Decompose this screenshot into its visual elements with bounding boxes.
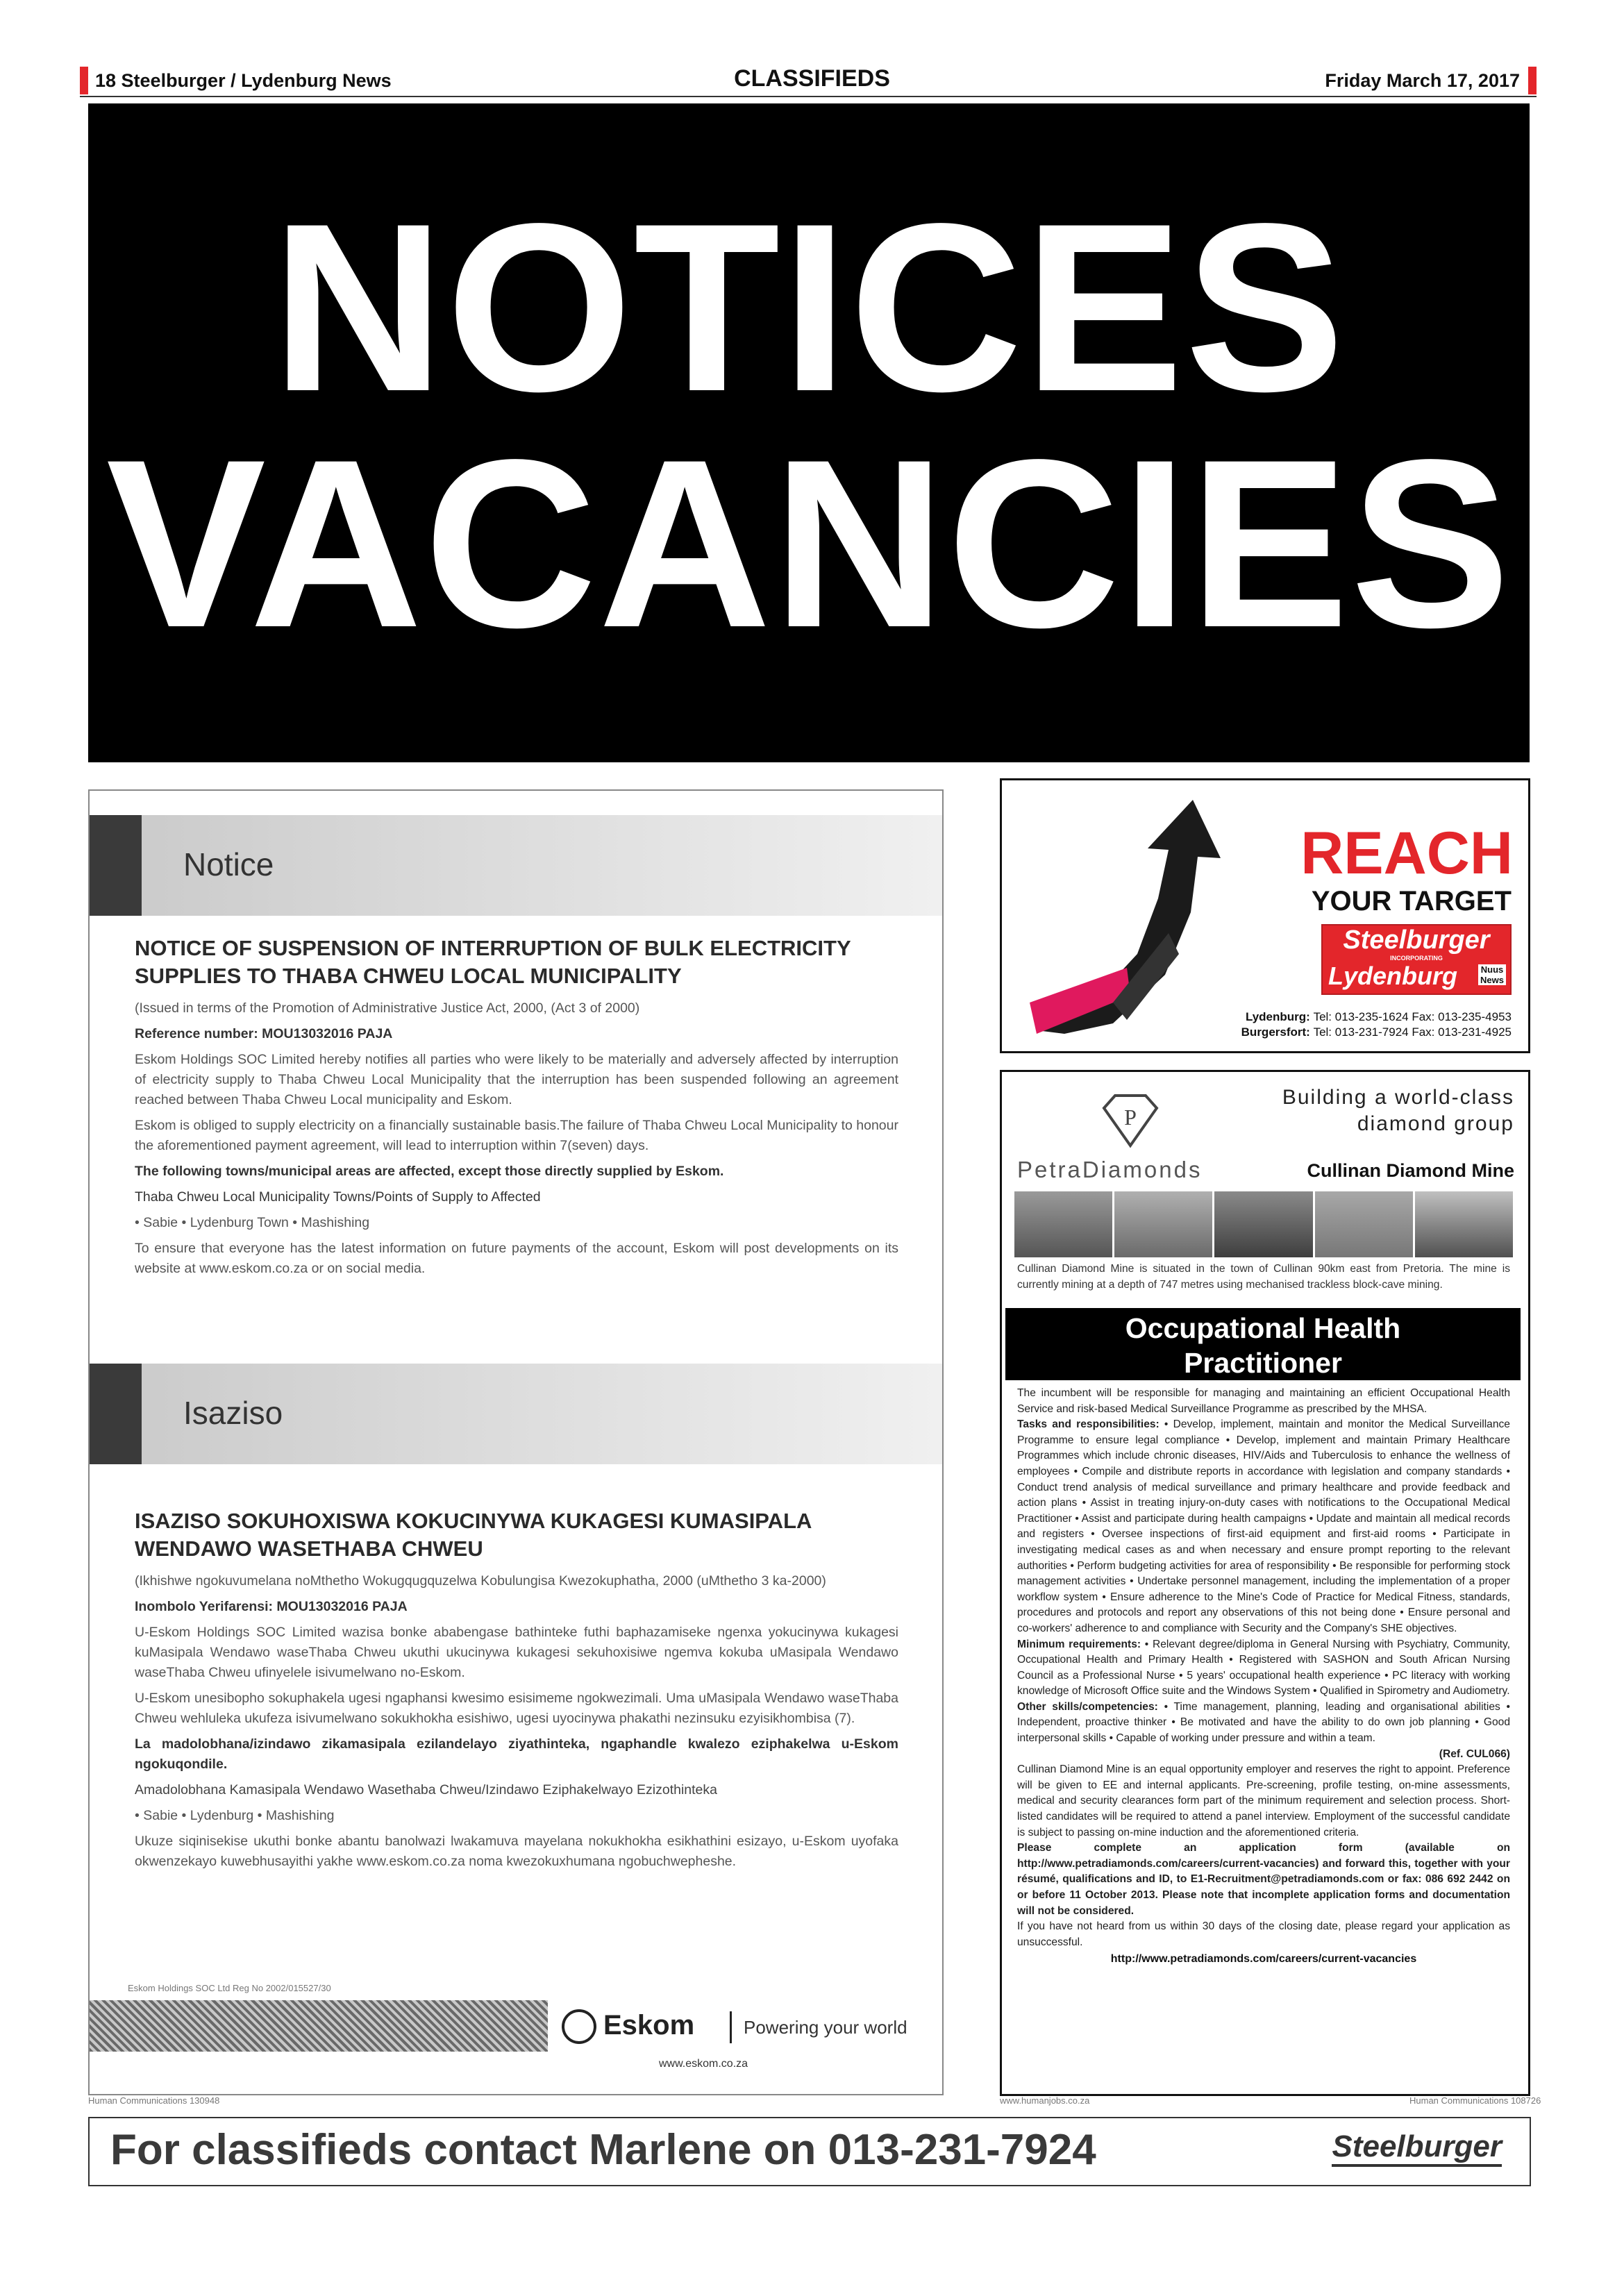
lydenburg-contact: Tel: 013-235-1624 Fax: 013-235-4953 [1313,1010,1512,1023]
eskom-website: www.eskom.co.za [659,2058,748,2070]
logo-nuus: Nuus [1480,964,1504,975]
job-incumbent: The incumbent will be responsible for managing and maintaining an efficient Occupational Health Service and risk-based Medical Surveillance Programme as prescribed by the MHSA. [1017,1387,1510,1415]
banner-line-notices: NOTICES [271,174,1346,442]
isaziso-affected: La madolobhana/izindawo zikamasipala ezilandelayo ziyathinteka, ngaphandle kwalezo eziphakelwa u-Eskom ngokuqondile. [135,1736,898,1772]
eskom-divider [730,2011,732,2043]
page-number-publication: 18 Steelburger / Lydenburg News [95,70,392,91]
mine-photo [1315,1191,1413,1257]
isaziso-towns: • Sabie • Lydenburg • Mashishing [135,1808,335,1823]
logo-incorporating: INCORPORATING [1390,955,1443,962]
job-title-band [1005,1308,1521,1380]
logo-news: News [1480,975,1504,985]
isaziso-band-tab [90,1364,142,1464]
notice-band [90,815,942,916]
issue-date: Friday March 17, 2017 [1325,70,1520,91]
job-reference: (Ref. CUL066) [1439,1748,1510,1760]
notice-towns: • Sabie • Lydenburg Town • Mashishing [135,1215,370,1230]
mine-photo [1114,1191,1212,1257]
notice-towns-heading: Thaba Chweu Local Municipality Towns/Points of Supply to Affected [135,1189,541,1205]
job-description [1017,1386,1510,1977]
petra-tagline: Building a world-class diamond group [1282,1086,1514,1135]
notice-paragraph: Eskom is obliged to supply electricity on a financially sustainable basis.The failure of Thaba Chweu Local Municipality to honour the aforementioned payment agreement, will lead to interruption within 7(seven) days. [135,1118,898,1153]
logo-steelburger: Steelburger [1343,925,1490,955]
petra-company-name: PetraDiamonds [1017,1157,1203,1182]
eskom-notice-ad [88,789,944,2095]
isaziso-paragraph: Ukuze siqinisekise ukuthi bonke abantu banolwazi lwakamuva mayelana nokukhokha esikhathini esizayo, u-Eskom uyofaka okwenzekayo kuwebhusayithi yakhe www.eskom.co.za noma kwezokuxhumana ngobuchwepheshe. [135,1834,898,1869]
isaziso-paragraph: U-Eskom unesibopho sokuphakela ugesi ngaphansi kwesimo esisimeme ngokwezimali. Uma uMasipala Wendawo waseThaba Chweu wehluleka ukufeza isivumelwano sokukhokha esishiwo, ugesi uyocinywa phakathi nezinsuku ezyisikhombisa (7). [135,1691,898,1726]
isaziso-towns-heading: Amadolobhana Kamasipala Wendawo Wasethaba Chweu/Izindawo Eziphakelwayo Ezizothinteka [135,1782,717,1798]
steelburger-lydenburg-logo [1321,924,1512,995]
cullinan-mine-title: Cullinan Diamond Mine [1307,1160,1514,1181]
other-skills-label: Other skills/competencies: [1017,1700,1158,1713]
isaziso-band [90,1364,942,1464]
classifieds-footer [88,2117,1531,2186]
mine-photo [1014,1191,1112,1257]
tasks-text: • Develop, implement, maintain and monitor the Medical Surveillance Programme to ensure legal compliance • Develop, implement and maintain Primary Healthcare Programmes which include chronic diseases, HIV/Aids and Tuberculosis to enhance the wellness of employees • Compile and distribute reports in accordance with legislation and company standards • Conduct trend analysis of medical surveillance and primary healthcare and provide feedback and action plans • Assist in treating injury-on-duty cases with notifications to the Occupational Medical Practitioner • Assist and participate during health campaigns • Update and maintain all medical records and registers • Oversee inspections of first-aid equipment and first-aid rooms • Participate in investigating medical cases as and when necessary and ensure prompt reporting to the relevant authorities • Perform budgeting activities for area of responsibility • Be responsible for performing stock management activities • Undertake personnel management, including the implementation of a proper workflow system • Ensure adherence to the Mine's Code of Practice for Medical Fitness, standards, procedures and protocols and report any observations of this not being done • Ensure personal and co-workers' adherence to and compliance with Security and the Company's SHE objectives. [1017,1418,1510,1634]
steelburger-footer-logo: Steelburger [1332,2129,1502,2167]
equal-opportunity: Cullinan Diamond Mine is an equal opportunity employer and reserves the right to appoint. Preference will be given to EE and internal applicants. Pre-screening, profile testing, on-mine assessments, medical and security clearances form part of the minimum requirement and selection process. Short-listed candidates will be required to attend a panel interview. Employment of the successful candidate is subject to passing on-mine induction and the aforementioned criteria. [1017,1763,1510,1838]
petra-credit-left: www.humanjobs.co.za [1000,2095,1090,2106]
classifieds-contact: For classifieds contact Marlene on 013-231-7924 [110,2126,1096,2174]
header-rule [80,96,1537,97]
isaziso-reference: Inombolo Yerifarensi: MOU13032016 PAJA [135,1599,408,1614]
job-title-line2: Practitioner [1184,1347,1342,1379]
banner-line-vacancies: VACANCIES [106,410,1512,678]
notice-paragraph: To ensure that everyone has the latest information on future payments of the account, Eskom will post developments on its website at www.eskom.co.za or on social media. [135,1241,898,1276]
notice-affected: The following towns/municipal areas are affected, except those directly supplied by Eskom. [135,1164,724,1179]
logo-news-block [1478,964,1506,985]
job-title-line1: Occupational Health [1125,1312,1401,1344]
min-requirements-text: • Relevant degree/diploma in General Nursing with Psychiatry, Community, Occupational Health and Primary Health • Registered with SASHON and South African Nursing Council as a Professional Nurse • 5 years' occupational health experience • PC literacy with working knowledge of Microsoft Office suite and the Windows System • Qualified in Spirometry and Audiometry. [1017,1638,1510,1698]
notice-zulu-body [135,1507,898,1877]
eskom-slogan: Powering your world [744,2017,907,2038]
notice-heading: Notice [183,846,274,882]
burgersfort-label: Burgersfort: [1241,1025,1310,1039]
mine-photo-strip [1014,1191,1513,1257]
reach-contacts [1241,1009,1512,1040]
petra-credit-right: Human Communications 108726 [1409,2095,1541,2106]
burgersfort-contact: Tel: 013-231-7924 Fax: 013-231-4925 [1313,1025,1512,1039]
reach-headline: REACH [1300,820,1513,887]
notice-paragraph: Eskom Holdings SOC Limited hereby notifies all parties who were likely to be materially and adversely affected by interruption of electricity supply to Thaba Chweu Local Municipality that the interruption has been suspended following an agreement reached between Thaba Chweu Local municipality and Eskom. [135,1052,898,1107]
isaziso-issued: (Ikhishwe ngokuvumelana noMthetho Wokugqugquzelwa Kobulungisa Kwezokuphatha, 2000 (uMthetho 3 ka-2000) [135,1573,826,1589]
notice-reference: Reference number: MOU13032016 PAJA [135,1026,393,1041]
mine-photo [1214,1191,1312,1257]
logo-lydenburg: Lydenburg [1328,962,1457,990]
eskom-decorative-pattern [90,2000,548,2052]
no-response-notice: If you have not heard from us within 30 days of the closing date, please regard your application as unsuccessful. [1017,1920,1510,1948]
application-instructions: Please complete an application form (available on http://www.petradiamonds.com/careers/current-vacancies) and forward this, together with your résumé, qualifications and ID, to E1-Recruitment@petradiamonds.com or fax: 086 692 2442 on or before 11 October 2013. Please note that incomplete application forms and documentation will not be considered. [1017,1842,1510,1917]
eskom-brand: Eskom [603,2010,695,2041]
notice-english-body [135,935,898,1284]
careers-url: http://www.petradiamonds.com/careers/current-vacancies [1110,1953,1417,1966]
lydenburg-label: Lydenburg: [1245,1010,1310,1023]
petra-diamond-logo-icon [1101,1093,1160,1148]
header-accent-right [1528,67,1537,94]
eskom-logo-block [562,2007,937,2046]
min-requirements-label: Minimum requirements: [1017,1638,1141,1650]
mine-photo [1415,1191,1513,1257]
isaziso-paragraph: U-Eskom Holdings SOC Limited wazisa bonke ababengase bathinteke futhi baphazamiseke ngenxa yokucinywa kukagesi kuMasipala Wendawo waseThaba Chweu ukuthi ukucinywa kukagesi sekuhoxisiwe ngemva kokuba uMasipala Wendawo waseThaba Chweu ufinyelele isivumelwano no-Eskom. [135,1625,898,1680]
notice-band-tab [90,815,142,916]
eskom-registration: Eskom Holdings SOC Ltd Reg No 2002/015527/30 [128,1983,331,1993]
petra-diamonds-vacancy-ad [1000,1070,1530,2096]
section-title: CLASSIFIEDS [734,65,890,92]
other-skills-text: • Time management, planning, leading and organisational abilities • Independent, proactive thinker • Be motivated and have the ability to do own job planning • Good interpersonal skills • Capable of working under pressure and within a team. [1017,1700,1510,1745]
isaziso-heading: Isaziso [183,1395,283,1431]
reach-subline: YOUR TARGET [1311,886,1512,916]
petra-intro: Cullinan Diamond Mine is situated in the town of Cullinan 90km east from Pretoria. The mine is currently mining at a depth of 747 metres using mechanised trackless block-cave mining. [1017,1263,1510,1291]
reach-your-target-ad [1000,778,1530,1053]
arrow-graphic-icon [1009,794,1238,1037]
notice-issued: (Issued in terms of the Promotion of Administrative Justice Act, 2000, (Act 3 of 2000) [135,1000,640,1016]
svg-text:P: P [1124,1105,1137,1130]
isaziso-title: ISAZISO SOKUHOXISWA KOKUCINYWA KUKAGESI KUMASIPALA WENDAWO WASETHABA CHWEU [135,1509,812,1561]
eskom-agency-credit: Human Communications 130948 [88,2095,220,2106]
tasks-label: Tasks and responsibilities: [1017,1418,1160,1431]
notices-vacancies-banner [88,103,1530,762]
eskom-logo-icon [562,2009,596,2044]
notice-title: NOTICE OF SUSPENSION OF INTERRUPTION OF BULK ELECTRICITY SUPPLIES TO THABA CHWEU LOCAL MUNICIPALITY [135,936,851,988]
